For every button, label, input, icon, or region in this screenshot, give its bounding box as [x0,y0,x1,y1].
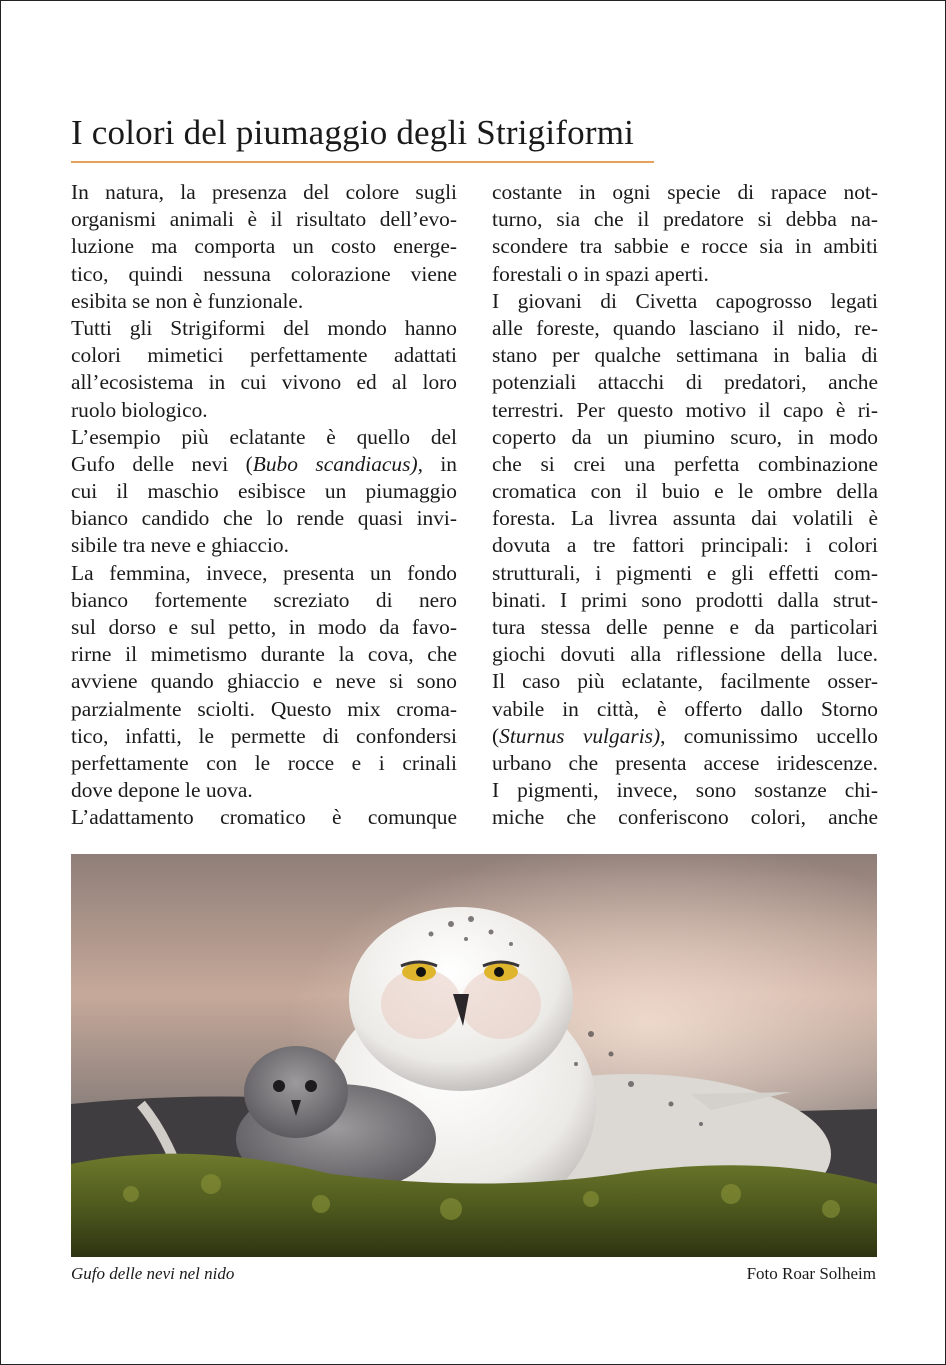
text-line: ruolo biologico. [71,397,208,422]
text-line: dovuta a tre fattori principali: i colori [492,533,878,558]
text-line: sul dorso e sul petto, in modo da favo- [71,615,457,639]
text-line: stano per qualche settimana in balia di [492,343,878,368]
snowy-owl-photo [71,854,877,1257]
text-line: potenziali attacchi di predatori, anche [492,370,878,395]
text-line: miche che conferiscono colori, anche [492,805,878,830]
text-line: tura stessa delle penne e da particolari [492,615,878,639]
text-line: organismi animali è il risultato dell’evo- [71,207,457,232]
owl-illustration [71,854,877,1257]
text-line: vabile in città, è offerto dallo Storno [492,696,878,721]
text-line: cui il maschio esibisce un piumaggio [71,479,457,504]
text-line: che si crei una perfetta combinazione [492,451,878,476]
text-line: L’esempio più eclatante è quello del [71,424,457,449]
text-line: giochi dovuti alla riflessione della luce. [492,642,878,667]
text-line: bianco candido che lo rende quasi invi- [71,506,457,531]
text-line: alle foreste, quando lasciano il nido, re- [492,315,878,340]
text-column-left [71,179,457,832]
text-line: Il caso più eclatante, facilmente osser- [492,669,878,694]
text-line: binati. I primi sono prodotti dalla strut- [492,587,878,612]
text-line: La femmina, invece, presenta un fondo [71,560,457,585]
text-line: foresta. La livrea assunta dai volatili è [492,506,878,531]
text-line: esibita se non è funzionale. [71,288,304,313]
text-line: I giovani di Civetta capogrosso legati [492,288,878,313]
page-title: I colori del piumaggio degli Strigiformi [71,113,635,152]
text-line: perfettamente con le rocce e i crinali [71,750,457,775]
text-line: forestali o in spazi aperti. [492,261,709,286]
text-line: I pigmenti, invece, sono sostanze chi- [492,778,878,803]
photo-caption: Gufo delle nevi nel nido [71,1264,235,1283]
photo-credit: Foto Roar Solheim [746,1264,876,1283]
text-line: Tutti gli Strigiformi del mondo hanno [71,315,457,340]
text-line: (Sturnus vulgaris), comunissimo uccello [492,723,878,748]
text-line: all’ecosistema in cui vivono ed al loro [71,370,457,395]
text-line: tico, quindi nessuna colorazione viene [71,261,457,286]
text-line: strutturali, i pigmenti e gli effetti com- [492,560,878,585]
text-line: urbano che presenta accese iridescenze. [492,750,878,775]
text-line: bianco fortemente screziato di nero [71,587,457,612]
text-line: terrestri. Per questo motivo il capo è ri- [492,397,878,422]
text-line: turno, sia che il predatore si debba na- [492,207,878,232]
text-line: colori mimetici perfettamente adattati [71,343,457,368]
text-line: cromatica con il buio e le ombre della [492,479,878,504]
text-line: rirne il mimetismo durante la cova, che [71,642,457,667]
text-line: In natura, la presenza del colore sugli [71,180,457,204]
text-line: dove depone le uova. [71,778,253,803]
text-line: sibile tra neve e ghiaccio. [71,533,289,558]
text-line: parzialmente sciolti. Questo mix croma- [71,696,457,721]
text-line: L’adattamento cromatico è comunque [71,805,457,830]
text-line: costante in ogni specie di rapace not- [492,180,878,204]
text-line: coperto da un piumino scuro, in modo [492,424,878,449]
text-line: luzione ma comporta un costo energe- [71,234,457,259]
text-column-right [492,179,878,832]
text-line: Gufo delle nevi (Bubo scandiacus), in [71,451,457,476]
title-underline [71,161,654,163]
text-line: avviene quando ghiaccio e neve si sono [71,669,457,694]
text-line: scondere tra sabbie e rocce sia in ambiti [492,234,878,259]
text-line: tico, infatti, le permette di confondersi [71,723,457,748]
